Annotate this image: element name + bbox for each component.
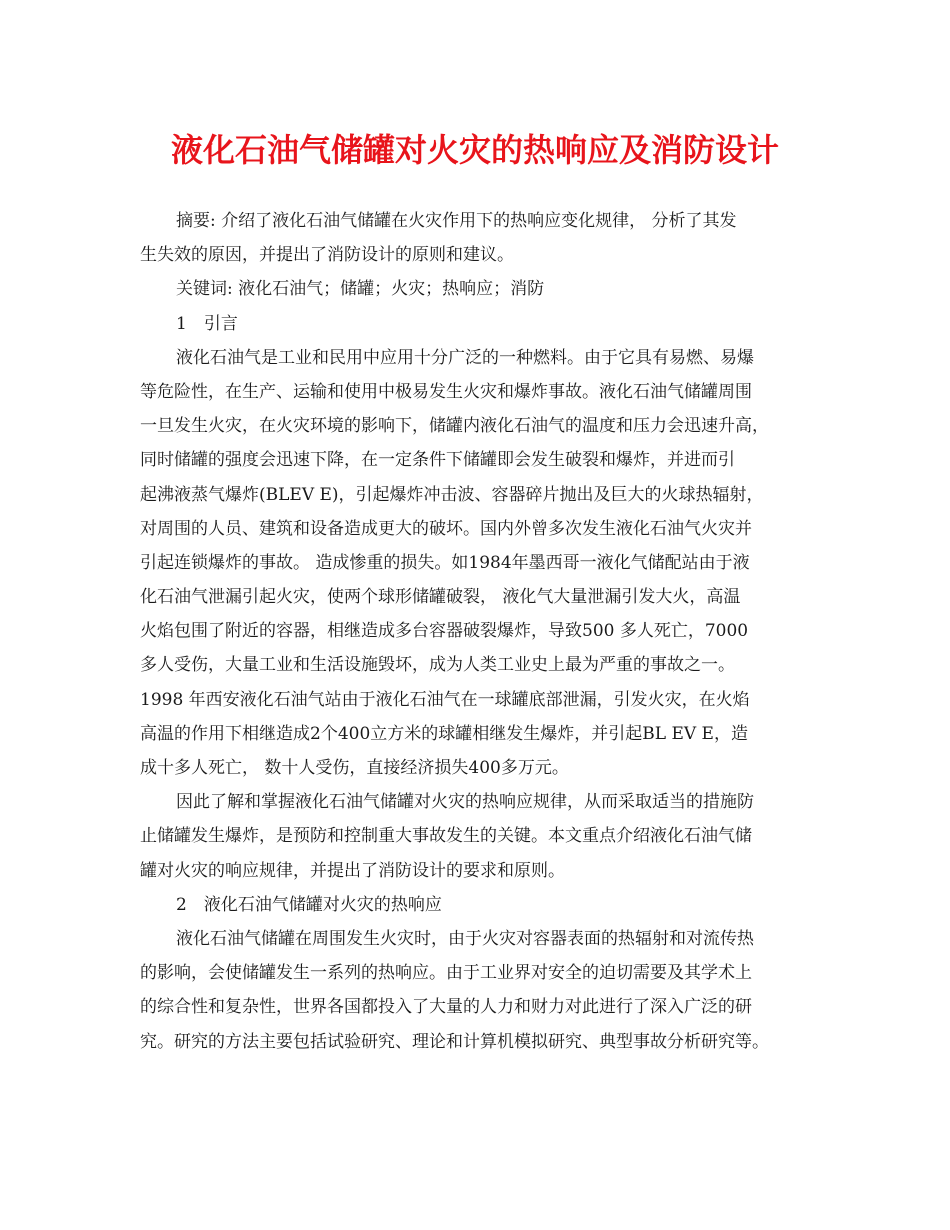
text-line: 高温的作用下相继造成2个400立方米的球罐相继发生爆炸，并引起BL EV E，造 xyxy=(140,723,748,744)
text-line: 的综合性和复杂性，世界各国都投入了大量的人力和财力对此进行了深入广泛的研 xyxy=(140,997,752,1018)
text-line: 关键词: 液化石油气；储罐；火灾；热响应；消防 xyxy=(176,279,545,300)
text-line: 液化石油气是工业和民用中应用十分广泛的一种燃料。由于它具有易燃、易爆 xyxy=(176,347,754,368)
text-line: 起沸液蒸气爆炸(BLEV E)，引起爆炸冲击波、容器碎片抛出及巨大的火球热辐射， xyxy=(140,484,764,505)
text-line: 对周围的人员、建筑和设备造成更大的破坏。国内外曾多次发生液化石油气火灾并 xyxy=(140,518,752,539)
text-line: 的影响，会使储罐发生一系列的热响应。由于工业界对安全的迫切需要及其学术上 xyxy=(140,963,752,984)
text-line: 成十多人死亡， 数十人受伤，直接经济损失400多万元。 xyxy=(140,758,569,778)
text-line: 1998 年西安液化石油气站由于液化石油气在一球罐底部泄漏，引发火灾，在火焰 xyxy=(140,689,750,710)
text-line: 因此了解和掌握液化石油气储罐对火灾的热响应规律，从而采取适当的措施防 xyxy=(176,792,754,813)
text-line: 1 引言 xyxy=(176,313,238,334)
text-line: 究。研究的方法主要包括试验研究、理论和计算机模拟研究、典型事故分析研究等。 xyxy=(140,1031,769,1052)
text-line: 火焰包围了附近的容器，相继造成多台容器破裂爆炸，导致500 多人死亡，7000 xyxy=(140,621,749,642)
text-line: 罐对火灾的响应规律，并提出了消防设计的要求和原则。 xyxy=(140,860,565,881)
text-line: 引起连锁爆炸的事故。 造成惨重的损失。如1984年墨西哥一液化气储配站由于液 xyxy=(140,552,750,573)
text-line: 一旦发生火灾，在火灾环境的影响下，储罐内液化石油气的温度和压力会迅速升高， xyxy=(140,416,769,437)
text-line: 多人受伤，大量工业和生活设施毁坏，成为人类工业史上最为严重的事故之一。 xyxy=(140,655,735,676)
document-title: 液化石油气储罐对火灾的热响应及消防设计 xyxy=(170,131,779,169)
text-line: 止储罐发生爆炸，是预防和控制重大事故发生的关键。本文重点介绍液化石油气储 xyxy=(140,826,752,847)
text-line: 同时储罐的强度会迅速下降，在一定条件下储罐即会发生破裂和爆炸，并进而引 xyxy=(140,450,735,471)
text-line: 化石油气泄漏引起火灾，使两个球形储罐破裂， 液化气大量泄漏引发大火，高温 xyxy=(140,587,741,608)
document-body xyxy=(140,204,816,1059)
text-line: 摘要: 介绍了液化石油气储罐在火灾作用下的热响应变化规律， 分析了其发 xyxy=(176,211,737,231)
text-line: 2 液化石油气储罐对火灾的热响应 xyxy=(176,894,442,915)
text-line: 液化石油气储罐在周围发生火灾时，由于火灾对容器表面的热辐射和对流传热 xyxy=(176,928,754,949)
text-line: 等危险性，在生产、运输和使用中极易发生火灾和爆炸事故。液化石油气储罐周围 xyxy=(140,381,752,402)
text-line: 生失效的原因，并提出了消防设计的原则和建议。 xyxy=(140,245,514,266)
